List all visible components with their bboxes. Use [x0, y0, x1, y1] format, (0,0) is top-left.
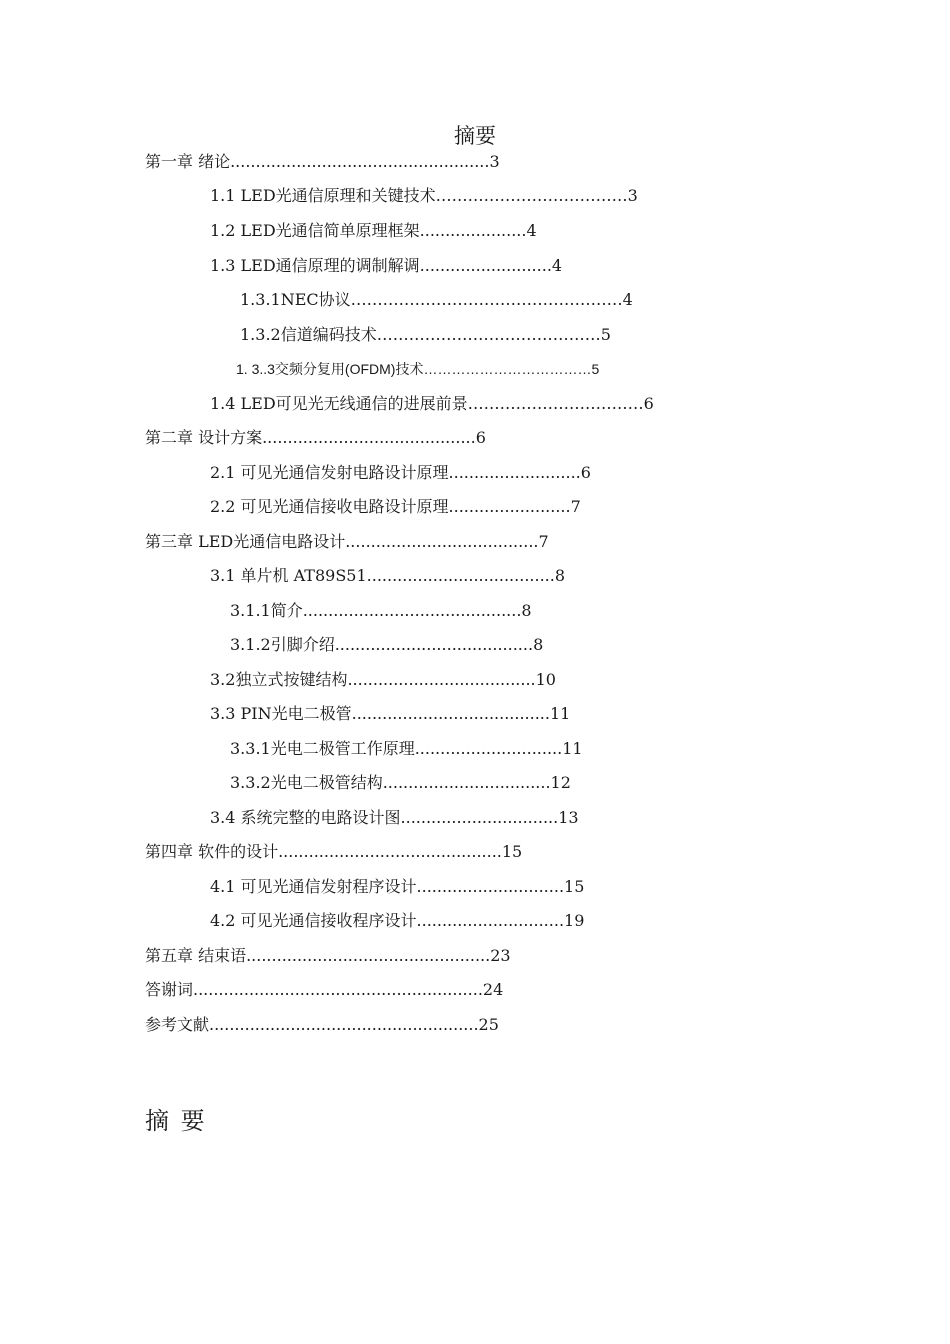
- toc-entry-ch3[interactable]: 第三章 LED光通信电路设计......................................7: [145, 532, 549, 551]
- abstract-heading: 摘 要: [145, 1107, 207, 1135]
- toc-entry-1-1[interactable]: 1.1 LED光通信原理和关键技术………………………………3: [210, 186, 638, 205]
- toc-entry-3-1-2[interactable]: 3.1.2引脚介绍.......................................8: [230, 635, 544, 654]
- toc-entry-3-1-1[interactable]: 3.1.1简介...........................................8: [230, 601, 532, 620]
- toc-title: 摘要: [454, 124, 496, 148]
- toc-entry-3-1[interactable]: 3.1 单片机 AT89S51.....................................8: [210, 566, 566, 585]
- toc-entry-3-3-1[interactable]: 3.3.1光电二极管工作原理.............................11: [230, 739, 583, 758]
- toc-entry-ch4[interactable]: 第四章 软件的设计............................................15: [145, 842, 523, 861]
- toc-entry-1-4[interactable]: 1.4 LED可见光无线通信的进展前景……………………………6: [210, 394, 654, 413]
- toc-entry-2-2[interactable]: 2.2 可见光通信接收电路设计原理........................7: [210, 497, 581, 516]
- toc-entry-4-2[interactable]: 4.2 可见光通信接收程序设计.............................19: [210, 911, 585, 930]
- toc-entry-3-4[interactable]: 3.4 系统完整的电路设计图...............................13: [210, 808, 579, 827]
- toc-entry-references[interactable]: 参考文献.....................................................25: [145, 1015, 499, 1034]
- toc-entry-2-1[interactable]: 2.1 可见光通信发射电路设计原理..........................6: [210, 463, 591, 482]
- toc-entry-4-1[interactable]: 4.1 可见光通信发射程序设计.............................15: [210, 877, 585, 896]
- toc-entry-1-3[interactable]: 1.3 LED通信原理的调制解调..........................4: [210, 256, 563, 275]
- toc-entry-acknowledgement[interactable]: 答谢词.........................................................24: [145, 980, 504, 999]
- toc-entry-1-2[interactable]: 1.2 LED光通信简单原理框架.....................4: [210, 221, 537, 240]
- toc-entry-1-3-1[interactable]: 1.3.1NEC协议……………………………………………4: [240, 290, 633, 309]
- toc-entry-3-2[interactable]: 3.2独立式按键结构.....................................10: [210, 670, 556, 689]
- toc-entry-3-3-2[interactable]: 3.3.2光电二极管结构.................................12: [230, 773, 571, 792]
- toc-entry-1-3-3[interactable]: 1. 3..3交频分复用(OFDM)技术………………………………5: [236, 361, 600, 377]
- toc-entry-ch5[interactable]: 第五章 结束语................................................23: [145, 946, 511, 965]
- toc-entry-3-3[interactable]: 3.3 PIN光电二极管.......................................11: [210, 704, 571, 723]
- toc-entry-ch1[interactable]: 第一章 绪论...................................................3: [145, 152, 500, 171]
- toc-entry-1-3-2[interactable]: 1.3.2信道编码技术……………………………………5: [240, 325, 611, 344]
- toc-entry-ch2[interactable]: 第二章 设计方案..........................................6: [145, 428, 486, 447]
